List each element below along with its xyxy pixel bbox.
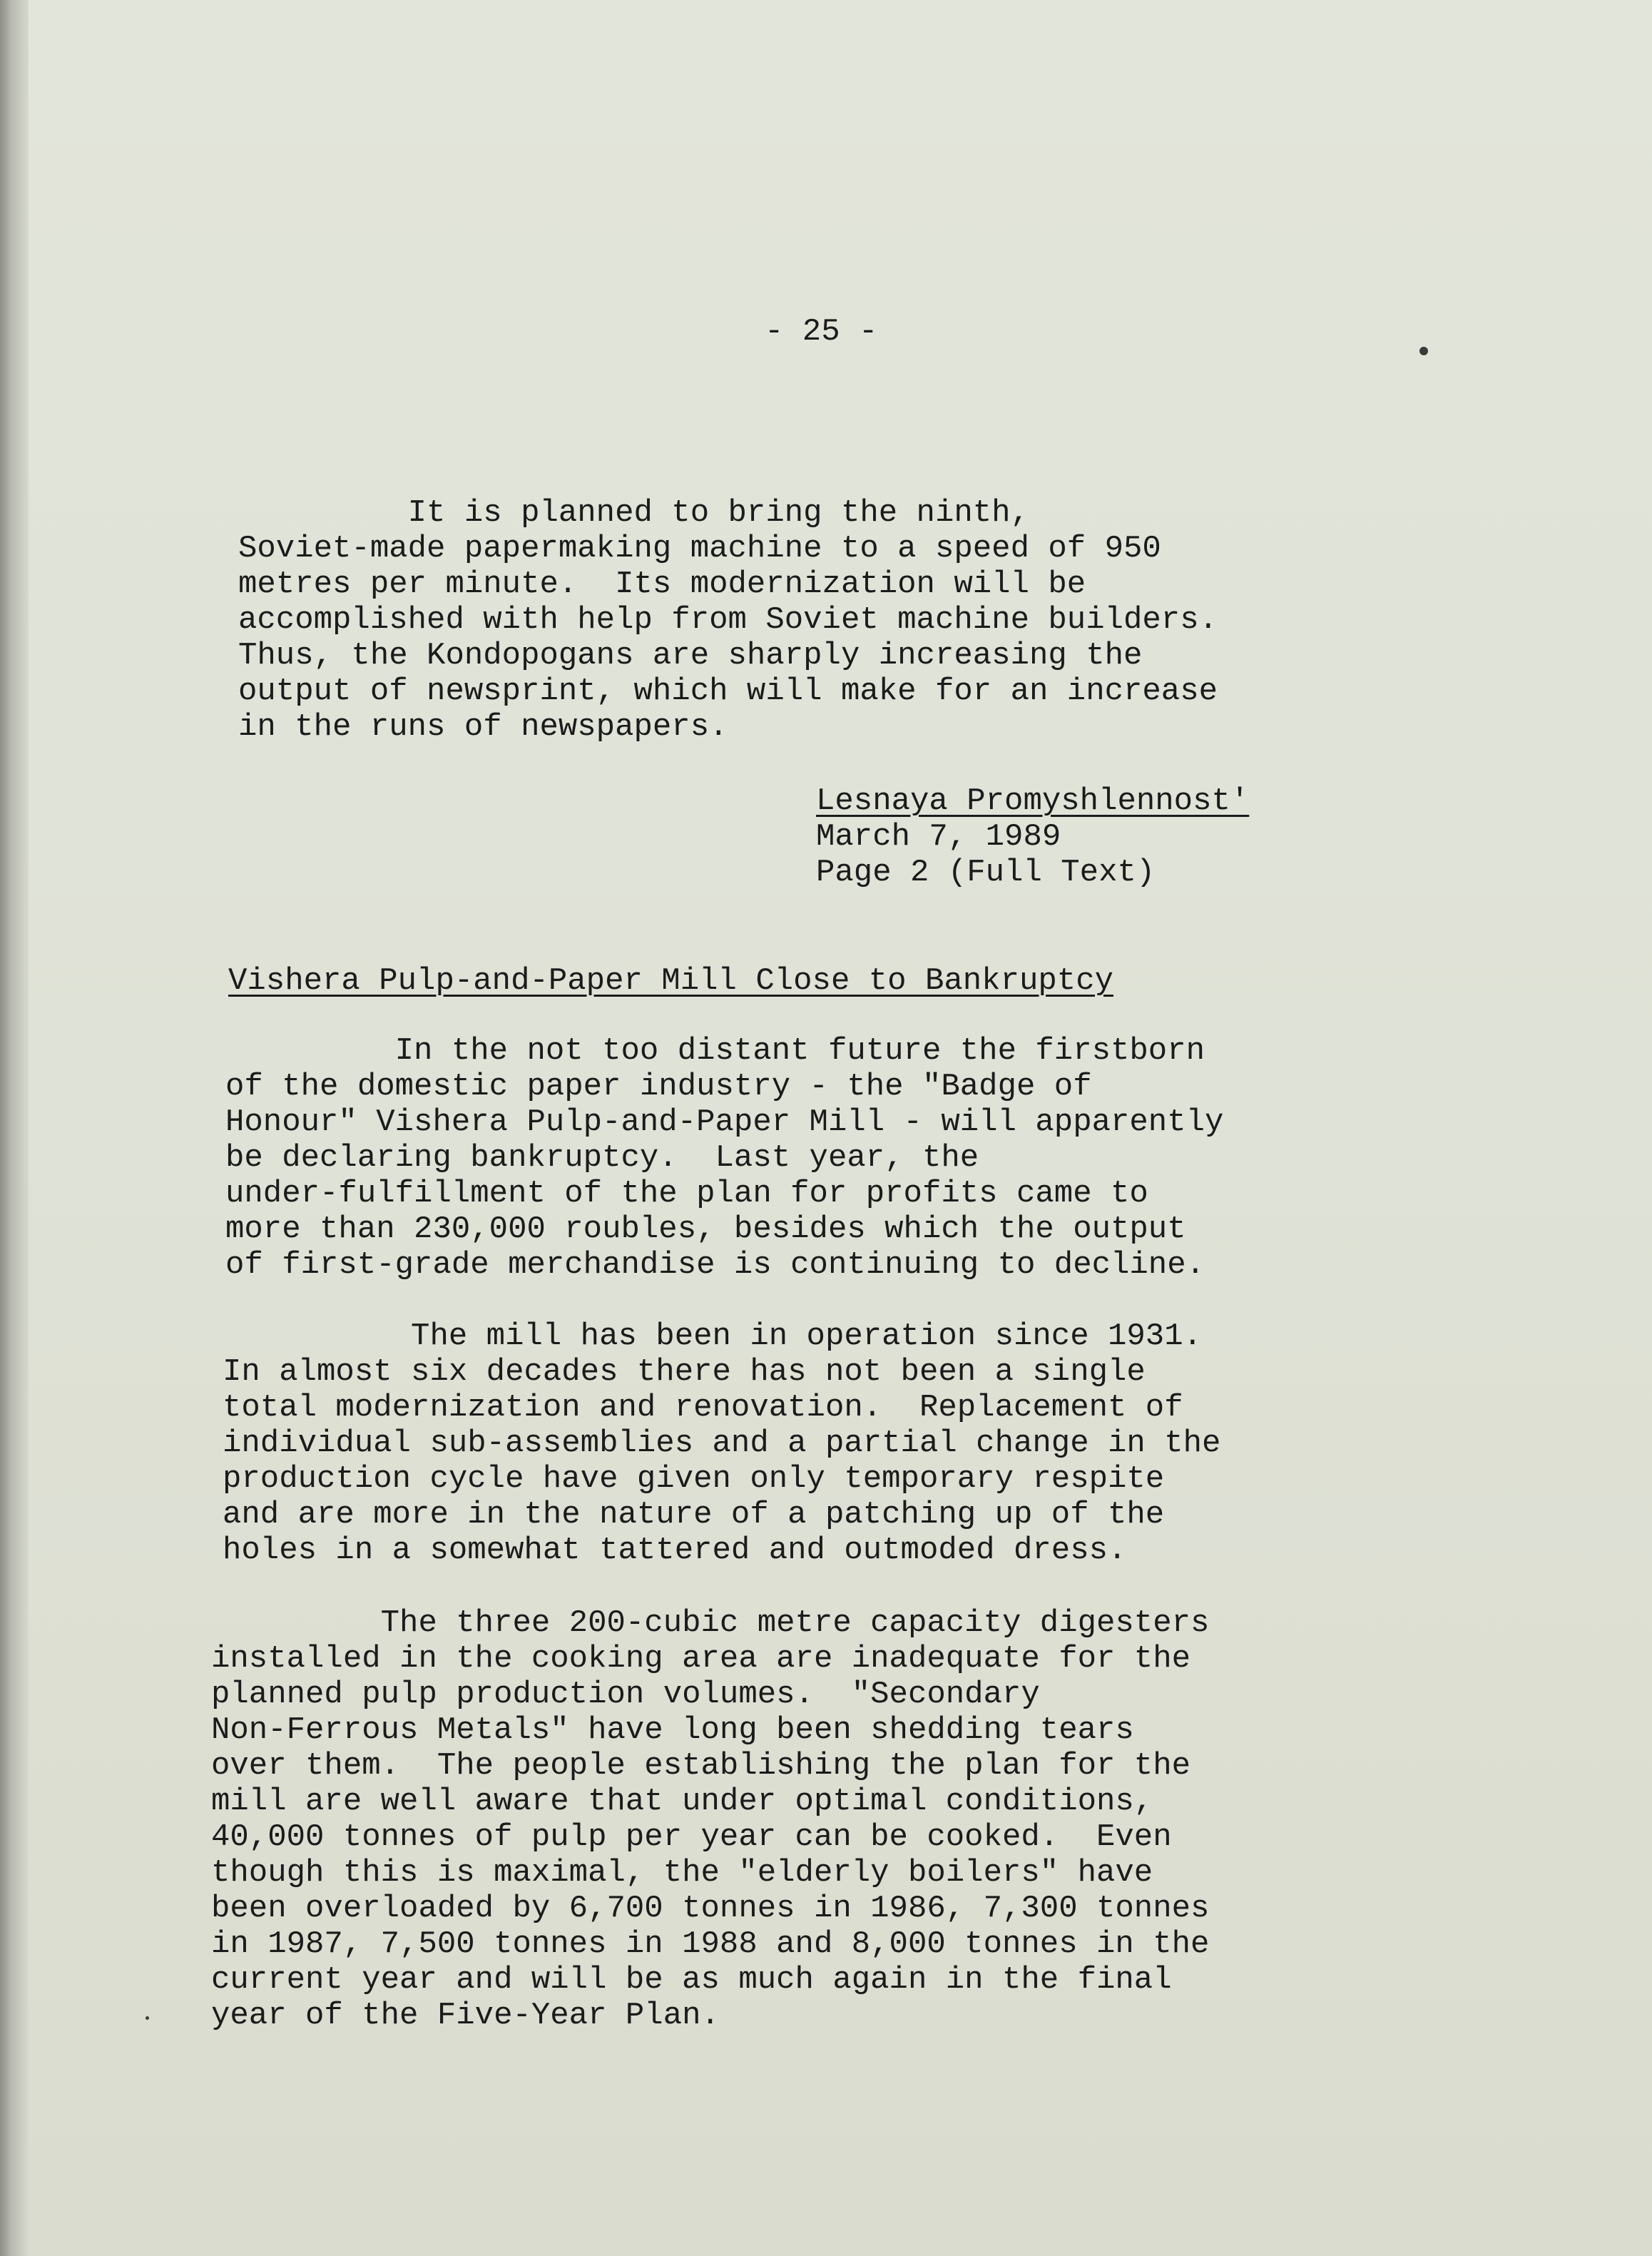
paper-speck [146, 2016, 149, 2020]
citation-page: Page 2 (Full Text) [816, 855, 1156, 890]
text-line: accomplished with help from Soviet machine builders. [238, 602, 1218, 638]
text-line: The mill has been in operation since 1931. [223, 1318, 1203, 1354]
text-line: be declaring bankruptcy. Last year, the [225, 1140, 979, 1176]
text-line: It is planned to bring the ninth, [238, 495, 1029, 531]
citation-source: Lesnaya Promyshlennost' [816, 783, 1250, 819]
text-line: of first-grade merchandise is continuing to decline. [225, 1247, 1205, 1283]
page-number: - 25 - [765, 314, 878, 350]
text-line: Honour" Vishera Pulp-and-Paper Mill - will apparently [225, 1104, 1224, 1140]
text-line: production cycle have given only temporary respite [223, 1461, 1165, 1497]
text-line: Soviet-made papermaking machine to a speed of 950 [238, 531, 1161, 566]
text-line: total modernization and renovation. Replacement of [223, 1390, 1183, 1426]
text-line: over them. The people establishing the plan for the [211, 1748, 1191, 1784]
text-line: current year and will be as much again in the final [211, 1962, 1172, 1998]
text-line: in 1987, 7,500 tonnes in 1988 and 8,000 tonnes in the [211, 1926, 1210, 1962]
text-line: Non-Ferrous Metals" have long been shedding tears [211, 1712, 1134, 1748]
citation-block [816, 783, 1249, 890]
text-line: though this is maximal, the "elderly boilers" have [211, 1855, 1153, 1891]
paragraph-digesters [211, 1605, 1209, 2033]
text-line: The three 200-cubic metre capacity digesters [211, 1605, 1210, 1641]
page-binding-edge [0, 0, 29, 2256]
text-line: output of newsprint, which will make for an increase [238, 674, 1218, 709]
text-line: more than 230,000 roubles, besides which the output [225, 1211, 1186, 1247]
text-line: In the not too distant future the firstborn [225, 1033, 1205, 1069]
text-line: Thus, the Kondopogans are sharply increasing the [238, 638, 1143, 674]
text-line: been overloaded by 6,700 tonnes in 1986, 7,300 tonnes [211, 1891, 1210, 1926]
text-line: in the runs of newspapers. [238, 709, 728, 745]
paragraph-vishera-bankruptcy [225, 1033, 1223, 1283]
citation-date: March 7, 1989 [816, 819, 1061, 855]
text-line: holes in a somewhat tattered and outmoded dress. [223, 1533, 1127, 1568]
text-line: 40,000 tonnes of pulp per year can be cooked. Even [211, 1819, 1172, 1855]
text-line: metres per minute. Its modernization will be [238, 566, 1086, 602]
text-line: planned pulp production volumes. "Secondary [211, 1677, 1040, 1712]
text-line: mill are well aware that under optimal conditions, [211, 1784, 1153, 1819]
text-line: installed in the cooking area are inadequate for the [211, 1641, 1191, 1677]
paper-speck [1419, 347, 1428, 355]
text-line: individual sub-assemblies and a partial change in the [223, 1426, 1221, 1461]
paragraph-mill-history [223, 1318, 1220, 1568]
text-line: and are more in the nature of a patching up of the [223, 1497, 1165, 1533]
paragraph-kondopoga-machine [238, 495, 1218, 745]
section-heading: Vishera Pulp-and-Paper Mill Close to Bankruptcy [228, 963, 1114, 999]
text-line: In almost six decades there has not been a single [223, 1354, 1146, 1390]
text-line: of the domestic paper industry - the "Badge of [225, 1069, 1092, 1104]
text-line: under-fulfillment of the plan for profits came to [225, 1176, 1148, 1211]
text-line: year of the Five-Year Plan. [211, 1998, 720, 2033]
